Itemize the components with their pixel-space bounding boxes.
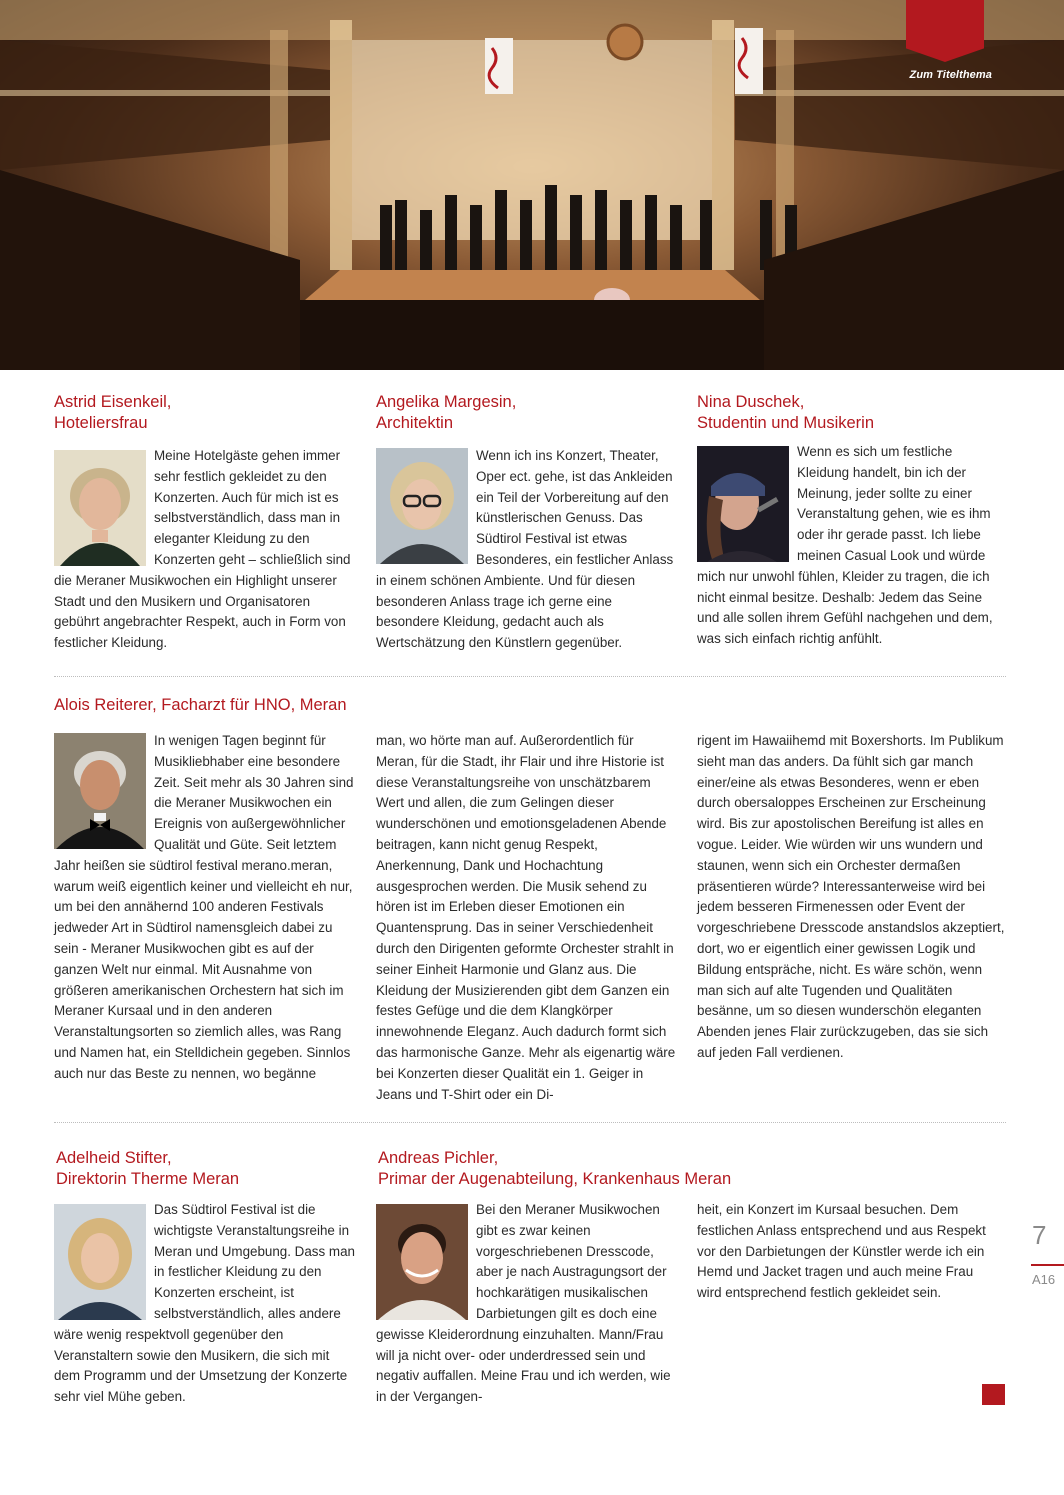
section-divider bbox=[54, 1122, 1006, 1123]
concert-hall-illustration bbox=[0, 0, 1064, 370]
author-name-margesin bbox=[376, 392, 516, 434]
article-text-margesin: Wenn ich ins Konzert, Theater, Oper ect. gehe, ist das Ankleiden ein Teil der Vorbereitung auf den künstlerischen Genuss. Das Südtirol Festival ist etwas Besonderes, ein festlicher Anlass in einem schönen Ambiente. Und für diesen besonderen Anlass trage ich gerne eine besondere Kleidung, gedacht auch als Wertschätzung den Künstlern gegenüber. bbox=[376, 448, 674, 651]
author-name-eisenkeil bbox=[54, 392, 171, 434]
article-text-reiterer-col3: rigent im Hawaiihemd mit Boxershorts. Im Publikum sieht man das anders. Da fühlt sich gar manch einer/eine als etwas Besonderes, wenn er eben durch obersaloppes Erscheinen zur Erscheinung wird. Bis zur apostolischen Bereifung ist alles en vogue. Leider. Wie würden wir uns wundern und staunen, wenn sich ein Orchester dermaßen präsentieren würde? Interessanterweise wird bei jedem besseren Firmenessen oder Event der vorgeschriebene Dresscode anstandslos akzeptiert, dort, wo er eigentlich einer gewissen Logik und Bildung entspräche, nicht. Es wäre schön, wenn man sich auf alte Tugenden und Qualitäten besänne, um so diesen wunderschön eleganten Abenden jenes Flair zurückzugeben, das sie sich auf jeden Fall verdienen. bbox=[697, 733, 1005, 1060]
author-role: Hoteliersfrau bbox=[54, 414, 148, 432]
author-name: Nina Duschek, bbox=[697, 393, 805, 411]
article-text-reiterer-col2: man, wo hörte man auf. Außerordentlich für Meran, für die Stadt, ihr Flair und ihre Historie ist diese Veranstaltungsreihe von unschätzbarem Wert und allen, die zum Gelingen dieser wunderschönen und emotionsgeladenen Abende beitragen, kann nicht genug Respekt, Anerkennung, Dank und Hochachtung ausgesprochen werden. Die Musik sehend zu hören ist im Erleben dieser Emotionen ein Quantensprung. Das in seiner Verschiedenheit durch den Dirigenten geformte Orchester strahlt in seiner Einheit Harmonie und Glanz aus. Die Kleidung der Musizierenden gibt dem Ganzen ein festes Gefüge und die dem Klangkörper innewohnende Eleganz. Auch dadurch formt sich das harmonische Ganze. Mehr als eigenartig wäre bei Konzerten dieser Qualität ein 1. Geiger in Jeans und T-Shirt oder ein Di- bbox=[376, 733, 676, 1102]
page-number: 7 bbox=[1032, 1220, 1047, 1250]
author-name-duschek bbox=[697, 392, 874, 434]
author-role: Primar der Augenabteilung, Krankenhaus Meran bbox=[378, 1170, 732, 1188]
author-role: Studentin und Musikerin bbox=[697, 414, 875, 432]
article-text-stifter: Das Südtirol Festival ist die wichtigste Veranstaltungsreihe in Meran und Umgebung. Dass man in festlicher Kleidung zu den Konzerten erscheint, ist selbstverständlich, alles andere wäre wenig respektvoll gegenüber den Veranstaltern sowie den Musikern, die sich mit dem Programm und der Umsetzung der Konzerte sehr viel Mühe geben. bbox=[54, 1202, 355, 1405]
article-text-eisenkeil: Meine Hotelgäste gehen immer sehr festlich gekleidet zu den Konzerten. Auch für mich ist es selbstverständlich, dass man in eleganter Kleidung zu den Konzerten geht – schließlich sind die Meraner Musikwochen ein Highlight unserer Stadt und den Musikern und Organisatoren gebührt angebrachter Respekt, auch in Form von festlicher Kleidung. bbox=[54, 448, 351, 651]
author-name: Andreas Pichler, bbox=[378, 1149, 499, 1167]
author-name-reiterer bbox=[54, 695, 347, 716]
page-number-rule bbox=[1031, 1264, 1064, 1266]
article-text-duschek: Wenn es sich um festliche Kleidung handelt, bin ich der Meinung, jeder sollte zu einer Veranstaltung gehen, wie es ihm oder ihr gerade passt. Ich liebe meinen Casual Look und würde mich nur unwohl fühlen, Kleider zu tragen, die ich nicht einmal besitze. Deshalb: Jedem das Seine und alle sollen ihrem Gefühl nachgehen und dem, was sich einfach richtig anfühlt. bbox=[697, 444, 993, 647]
article-text-pichler-col1: Bei den Meraner Musikwochen gibt es zwar keinen vorgeschriebenen Dresscode, aber je nach Austragungsort der hochkarätigen musikalischen Darbietungen gilt es doch eine gewisse Kleiderordnung einzuhalten. Mann/Frau will ja nicht over- oder underdressed sein und negativ auffallen. Meine Frau und ich werden, wie in der Vergangen- bbox=[376, 1202, 671, 1405]
author-name: Alois Reiterer, Facharzt für HNO, Meran bbox=[54, 696, 347, 714]
author-name: Adelheid Stifter, bbox=[56, 1149, 172, 1167]
end-mark-square bbox=[982, 1384, 1005, 1405]
issue-code: A16 bbox=[1032, 1272, 1056, 1287]
article-text-reiterer-col1: In wenigen Tagen beginnt für Musikliebhaber eine besondere Zeit. Seit mehr als 30 Jahren sind die Meraner Musikwochen ein Ereignis von außergewöhnlicher Qualität und Güte. Seit letztem Jahr heißen sie südtirol festival merano.meran, warum weiß eigentlich keiner und vielleicht eh nur, um bei den annähernd 100 anderen Festivals jedweder Art in Südtirol namensgleich dabei zu sein - Meraner Musikwochen gibt es auf der ganzen Welt nur einmal. Mit Ausnahme von größeren amerikanischen Orchestern hat sich im Meraner Kursaal und in den anderen Veranstaltungsorten so ziemlich alles, was Rang und Namen hat, ein Stelldichein gegeben. Sinnlos auch nur das Beste zu nennen, wo begänne bbox=[54, 733, 354, 1081]
author-role: Direktorin Therme Meran bbox=[56, 1170, 240, 1188]
article-text-pichler-col2: heit, ein Konzert im Kursaal besuchen. Dem festlichen Anlass entsprechend und aus Respekt vor den Darbietungen der Künstler werde ich ein Hemd und Jacket tragen und auch meine Frau wird entsprechend festlich gekleidet sein. bbox=[697, 1202, 986, 1301]
author-name-pichler bbox=[378, 1148, 731, 1190]
author-name: Angelika Margesin, bbox=[376, 393, 517, 411]
section-label: Zum Titelthema bbox=[909, 69, 992, 81]
author-role: Architektin bbox=[376, 414, 454, 432]
author-name-stifter bbox=[56, 1148, 239, 1190]
concert-hall-photo bbox=[0, 0, 1064, 370]
section-divider bbox=[54, 676, 1006, 677]
author-name: Astrid Eisenkeil, bbox=[54, 393, 172, 411]
